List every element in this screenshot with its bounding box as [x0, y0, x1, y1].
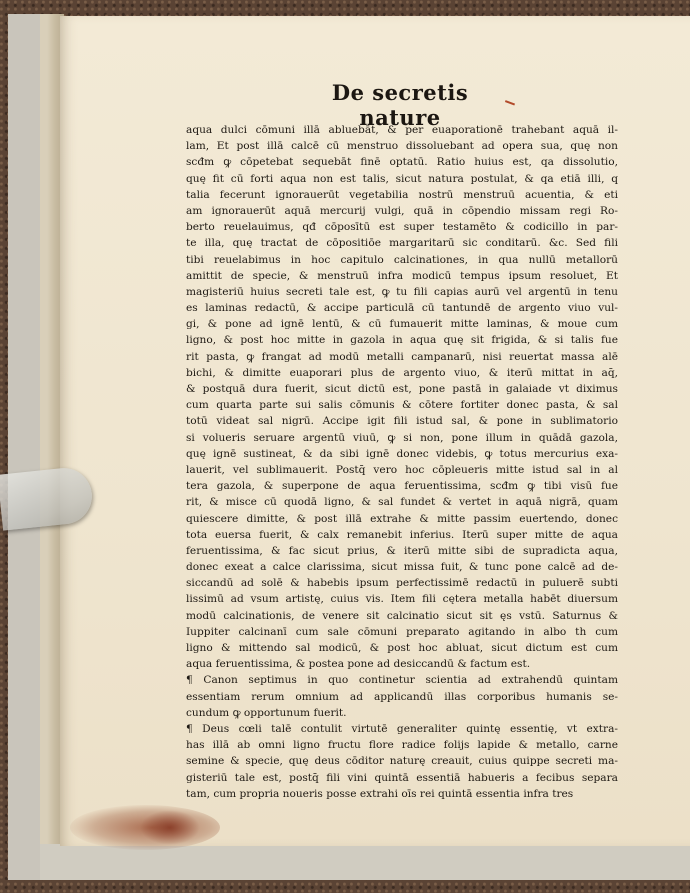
text-line: ligno, & post hoc mitte in gazola in aqua quę sit frigida, & si talis fue — [186, 334, 618, 347]
text-line: te illa, quę tractat de cōpositiōe margaritarū sic conditarū. &c. Sed fili — [186, 237, 618, 250]
text-line: lissimū ad vsum artistę, cuius vis. Item fili cętera metalla habēt diuersum — [186, 593, 618, 606]
text-line: essentiam rerum omnium ad applicandū illas corporibus humanis se- — [186, 690, 618, 703]
text-line: quiescere dimitte, & post illā extrahe & mitte passim euertendo, donec — [186, 512, 618, 525]
text-line: es laminas redactū, & accipe particulā cū tantundē de argento viuo vul- — [186, 302, 618, 315]
text-line: aqua dulci cōmuni illā abluebāt, & per euaporationē trahebant aquā il- — [186, 124, 618, 136]
text-line: ¶ Deus cœli talē contulit virtutē generaliter quintę essentię, vt extra- — [186, 722, 618, 735]
text-line: siccandū ad solē & habebis ipsum perfectissimē redactū in puluerē subti — [186, 577, 618, 590]
running-heading: De secretis nature — [331, 80, 469, 130]
cover-board-left — [8, 14, 44, 880]
text-line: modū calcinationis, de venere sit calcinatio sicut sit ęs vstū. Saturnus & — [186, 609, 618, 622]
paper-stain-dark — [140, 810, 200, 845]
text-line: semine & specie, quę deus cōditor naturę creauit, cuius quippe secreti ma- — [186, 755, 618, 768]
text-line: berto reuelauimus, qđ cōposītū est super testamēto & codicillo in par- — [186, 221, 618, 234]
text-line: rit, & misce cū quodā ligno, & sal fundet & vertet in aquā nigrā, quam — [186, 496, 618, 509]
text-line: quę ignē sustineat, & da sibi ignē donec videbis, ꝙ totus mercurius exa- — [186, 447, 618, 460]
text-line: & postquā dura fuerit, sicut dictū est, pone pastā in galaiade vt diximus — [186, 383, 618, 395]
text-line: gi, & pone ad ignē lentū, & cū fumauerit mitte laminas, & moue cum — [186, 318, 618, 331]
text-line: donec exeat a calce clarissima, sicut missa fuit, & tunc pone calcē ad de- — [186, 561, 618, 574]
text-line: si volueris seruare argentū viuū, ꝙ si non, pone illum in quādā gazola, — [186, 431, 618, 444]
text-line: ¶ Canon septimus in quo continetur scientia ad extrahendū quintam — [186, 674, 618, 687]
text-line: talia fecerunt ignorauerūt vegetabilia nostrū menstruū acuentia, & eti — [186, 188, 618, 201]
text-line: tota euersa fuerit, & calx remanebit inferius. Iterū super mitte de aqua — [186, 528, 618, 541]
text-block — [186, 122, 618, 802]
text-line: cum quarta parte sui salis cōmunis & cōtere fortiter donec pasta, & sal — [186, 399, 618, 412]
text-line: rit pasta, ꝙ frangat ad modū metalli campanarū, nisi reuertat massa alē — [186, 350, 618, 363]
text-line: quę fit cū forti aqua non est talis, sicut natura postulat, & qa etiā illi, q — [186, 172, 618, 185]
text-line: bichi, & dimitte euaporari plus de argento viuo, & iterū mittat in aq̄, — [186, 366, 618, 379]
text-line: lauerit, vel sublimauerit. Postq̄ vero hoc cōpleueris mitte istud sal in al — [186, 463, 618, 476]
text-line: aqua feruentissima, & postea pone ad desiccandū & factum est. — [186, 658, 531, 671]
text-line: tibi reuelabimus in hoc capitulo calcinationes, in qua nullū metallorū — [186, 253, 618, 266]
text-line: ligno & mittendo sal modicū, & post hoc abluat, sicut dictum est cum — [186, 642, 618, 654]
text-line: amittit de specie, & menstruū infra modicū tempus ipsum resoluet, Et — [186, 269, 618, 282]
text-line: magisteriū huius secreti tale est, ꝙ tu fili capias aurū vel argentū in tenu — [186, 285, 618, 298]
text-line: Iuppiter calcinanī cum sale cōmuni preparato agitando in albo th cum — [186, 625, 618, 638]
text-line: am ignorauerūt aquā mercurij vulgi, quā in cōpendio missam regi Ro- — [186, 204, 618, 217]
text-line: totū videat sal nigrū. Accipe igit fili istud sal, & pone in sublimatorio — [186, 415, 618, 428]
text-line: cundum ꝙ opportunum fuerit. — [186, 706, 347, 719]
text-line: tam, cum propria noueris posse extrahi oīs rei quintā essentia infra tres — [186, 787, 574, 800]
text-line: has illā ab omni ligno fructu flore radice folijs lapide & metallo, carne — [186, 739, 618, 752]
text-line: scđm ꝙ cōpetebat sequebāt finē optatū. Ratio huius est, qa dissolutio, — [186, 156, 618, 169]
text-line: gisteriū tale est, postq̄ fili vini quintā essentiā habueris a fecibus separa — [186, 771, 618, 784]
text-line: lam, Et post illā calcē cū menstruo dissoluebant ad opera sua, quę non — [186, 140, 618, 153]
text-line: feruentissima, & fac sicut prius, & iterū mitte sibi de supradicta aqua, — [186, 544, 618, 557]
text-line: tera gazola, & superpone de aqua feruentissima, scđm ꝙ tibi visū fue — [186, 480, 618, 493]
